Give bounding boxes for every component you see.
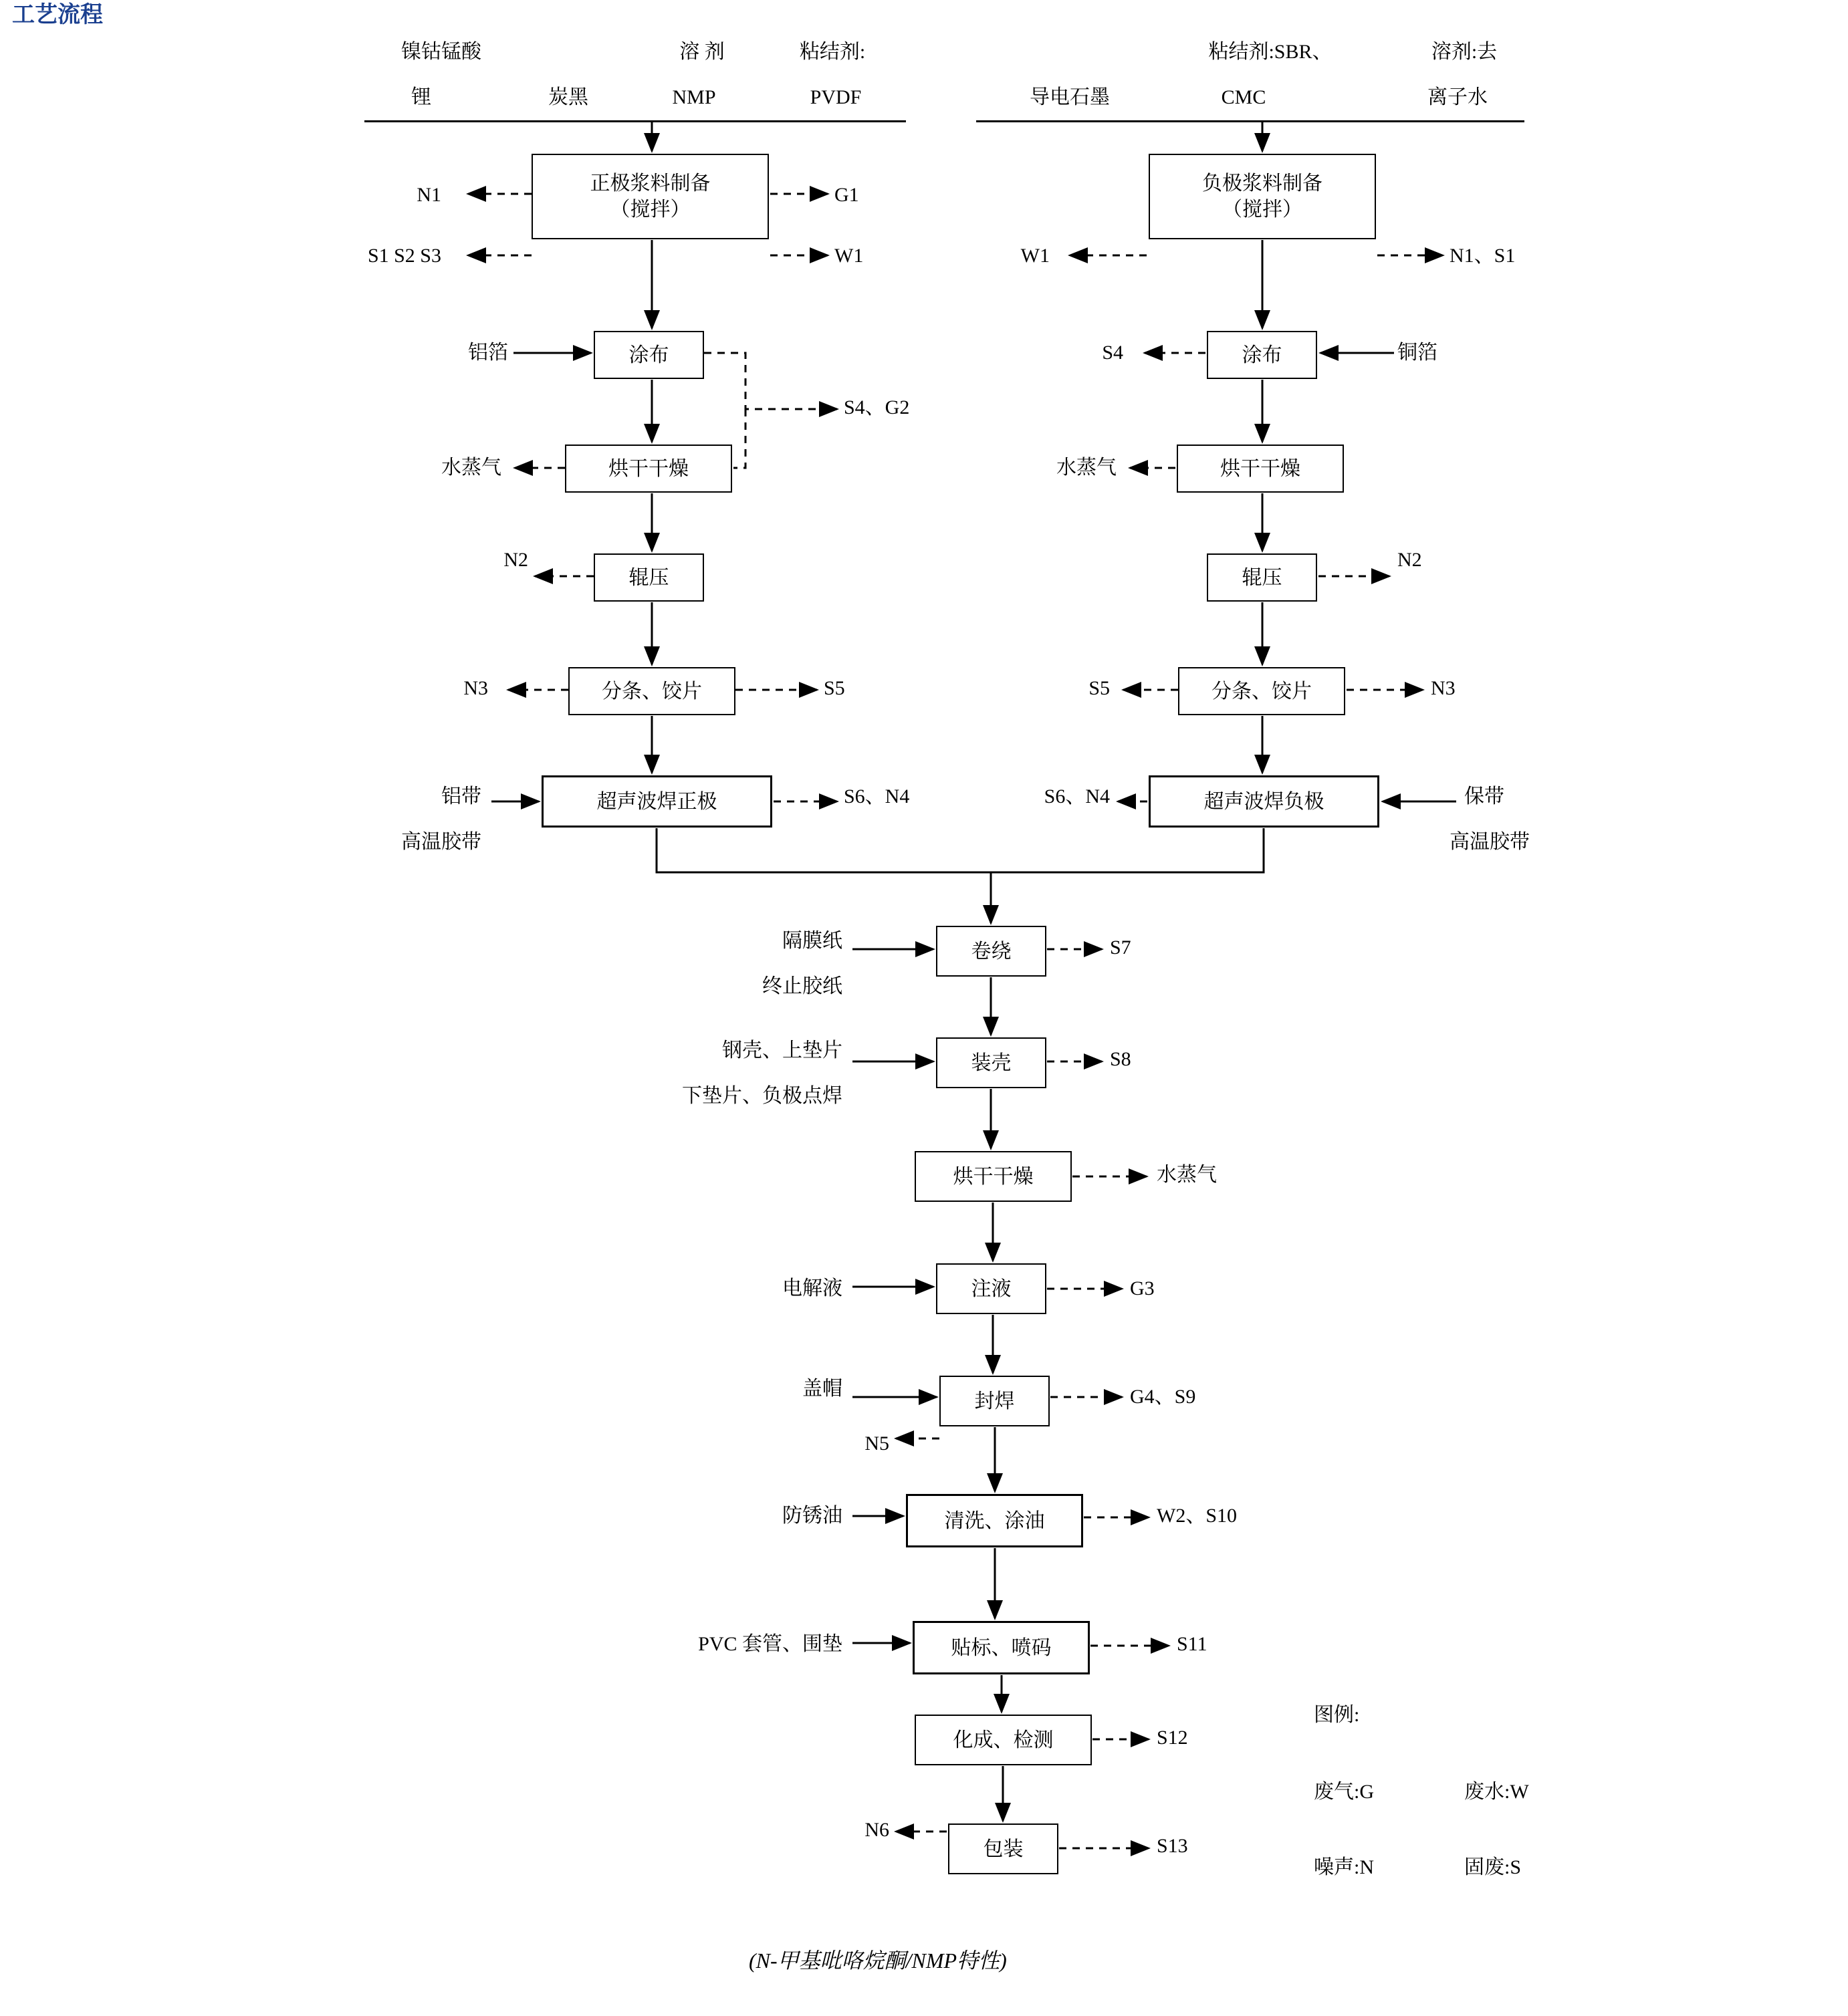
cathode-in-foil: 铝箔 (468, 342, 508, 364)
cathode-rolling-box[interactable] (594, 553, 704, 602)
clean-box[interactable] (906, 1494, 1083, 1547)
cathode-slitting-label: 分条、饺片 (602, 680, 702, 703)
bake-label: 烘干干燥 (953, 1165, 1034, 1188)
anode-input-3: 导电石墨 (1030, 86, 1110, 108)
cathode-input-3: 粘结剂: (799, 41, 866, 63)
cathode-in-tape2: 高温胶带 (401, 831, 481, 853)
cathode-out-S6N4: S6、N4 (844, 785, 910, 807)
anode-rolling-label: 辊压 (1242, 566, 1282, 589)
anode-out-N1S1: N1、S1 (1450, 245, 1516, 267)
label-box[interactable] (913, 1621, 1090, 1674)
anode-coating-box[interactable] (1207, 331, 1317, 379)
winding-in-2: 终止胶纸 (762, 975, 842, 997)
cathode-input-6: NMP (672, 86, 716, 108)
anode-out-S5: S5 (1088, 677, 1110, 699)
cathode-in-tape1: 铝带 (441, 785, 481, 807)
bake-out: 水蒸气 (1157, 1164, 1217, 1186)
winding-label: 卷绕 (971, 940, 1012, 963)
anode-out-S6N4: S6、N4 (1044, 785, 1110, 807)
anode-in-foil: 铜箔 (1397, 342, 1437, 364)
cathode-out-S4G2: S4、G2 (844, 396, 910, 418)
anode-input-2: 溶剂:去 (1431, 41, 1498, 63)
anode-out-N2: N2 (1397, 549, 1422, 571)
clean-in-1: 防锈油 (782, 1505, 842, 1527)
package-out: S13 (1157, 1835, 1188, 1857)
cathode-out-S1S2S3: S1 S2 S3 (367, 245, 441, 267)
cathode-input-2: 溶 剂 (679, 41, 725, 63)
package-label: 包装 (983, 1838, 1024, 1860)
anode-coating-label: 涂布 (1242, 344, 1282, 366)
winding-in-1: 隔膜纸 (782, 930, 842, 952)
anode-welding-box[interactable] (1149, 775, 1379, 828)
cathode-input-7: PVDF (810, 86, 862, 108)
seal-out: G4、S9 (1130, 1386, 1196, 1408)
cathode-input-4: 锂 (411, 86, 431, 108)
cathode-welding-label: 超声波焊正极 (596, 790, 717, 813)
seal-in-1: 盖帽 (802, 1378, 842, 1400)
label-out: S11 (1177, 1633, 1207, 1655)
cathode-input-bar (364, 120, 906, 122)
anode-slurry-line1: 负极浆料制备 (1202, 172, 1322, 195)
shell-in-1: 钢壳、上垫片 (722, 1039, 842, 1061)
package-out-2: N6 (864, 1819, 889, 1841)
cathode-slurry-box[interactable] (532, 154, 769, 239)
anode-in-tape2: 高温胶带 (1450, 831, 1530, 853)
shell-in-2: 下垫片、负极点焊 (682, 1085, 842, 1107)
inject-in-1: 电解液 (782, 1277, 842, 1299)
anode-out-N3: N3 (1431, 677, 1456, 699)
package-box[interactable] (948, 1823, 1058, 1874)
format-label: 化成、检测 (953, 1729, 1054, 1751)
anode-slurry-box[interactable] (1149, 154, 1376, 239)
cathode-out-steam: 水蒸气 (441, 457, 501, 479)
cathode-out-W1: W1 (834, 245, 864, 267)
cathode-input-1: 镍钴锰酸 (401, 41, 481, 63)
winding-box[interactable] (936, 926, 1046, 977)
cathode-drying-label: 烘干干燥 (608, 457, 689, 480)
cathode-coating-box[interactable] (594, 331, 704, 379)
cathode-out-G1: G1 (834, 184, 859, 206)
anode-input-5: 离子水 (1427, 86, 1488, 108)
anode-rolling-box[interactable] (1207, 553, 1317, 602)
bake-box[interactable] (915, 1151, 1072, 1202)
cathode-rolling-label: 辊压 (628, 566, 669, 589)
cathode-out-S5: S5 (824, 677, 845, 699)
shell-out: S8 (1110, 1048, 1131, 1070)
cathode-out-N3: N3 (463, 677, 488, 699)
seal-out-2: N5 (864, 1432, 889, 1455)
legend-waste-water: 废水:W (1464, 1781, 1529, 1803)
anode-slitting-label: 分条、饺片 (1211, 680, 1312, 703)
label-in-1: PVC 套管、围垫 (698, 1633, 842, 1655)
cathode-out-N1: N1 (417, 184, 441, 206)
figure-caption: (N-甲基吡咯烷酮/NMP特性) (749, 1948, 1007, 1973)
anode-input-4: CMC (1221, 86, 1266, 108)
cathode-slurry-line2: （搅拌） (610, 199, 691, 221)
anode-out-W1: W1 (1020, 245, 1050, 267)
inject-label: 注液 (971, 1277, 1012, 1300)
legend-waste-gas: 废气:G (1314, 1781, 1374, 1803)
clean-label: 清洗、涂油 (944, 1509, 1045, 1532)
anode-input-bar (976, 120, 1524, 122)
cathode-welding-box[interactable] (542, 775, 772, 828)
winding-out: S7 (1110, 936, 1131, 959)
cathode-out-N2: N2 (503, 549, 528, 571)
legend-noise: 噪声:N (1314, 1856, 1374, 1878)
cathode-coating-label: 涂布 (628, 344, 669, 366)
anode-in-tape1: 保带 (1464, 785, 1504, 807)
inject-box[interactable] (936, 1263, 1046, 1314)
format-box[interactable] (915, 1715, 1092, 1765)
seal-box[interactable] (939, 1376, 1050, 1426)
cathode-slitting-box[interactable] (568, 667, 735, 715)
anode-slurry-line2: （搅拌） (1222, 199, 1302, 221)
shell-label: 装壳 (971, 1051, 1012, 1074)
cathode-drying-box[interactable] (565, 445, 732, 493)
anode-out-S4: S4 (1102, 342, 1123, 364)
format-out: S12 (1157, 1727, 1188, 1749)
anode-input-1: 粘结剂:SBR、 (1208, 41, 1333, 63)
clean-out: W2、S10 (1157, 1505, 1237, 1527)
label-label: 贴标、喷码 (951, 1636, 1052, 1659)
anode-drying-box[interactable] (1177, 445, 1344, 493)
inject-out: G3 (1130, 1277, 1155, 1299)
anode-slitting-box[interactable] (1178, 667, 1345, 715)
page-title: 工艺流程 (12, 3, 103, 27)
legend-title: 图例: (1314, 1704, 1360, 1726)
anode-welding-label: 超声波焊负极 (1203, 790, 1324, 813)
seal-label: 封焊 (974, 1390, 1015, 1412)
anode-out-steam: 水蒸气 (1056, 457, 1117, 479)
shell-box[interactable] (936, 1037, 1046, 1088)
legend-solid-waste: 固废:S (1464, 1856, 1522, 1878)
cathode-input-5: 炭黑 (548, 86, 588, 108)
anode-drying-label: 烘干干燥 (1220, 457, 1300, 480)
cathode-slurry-line1: 正极浆料制备 (590, 172, 711, 195)
